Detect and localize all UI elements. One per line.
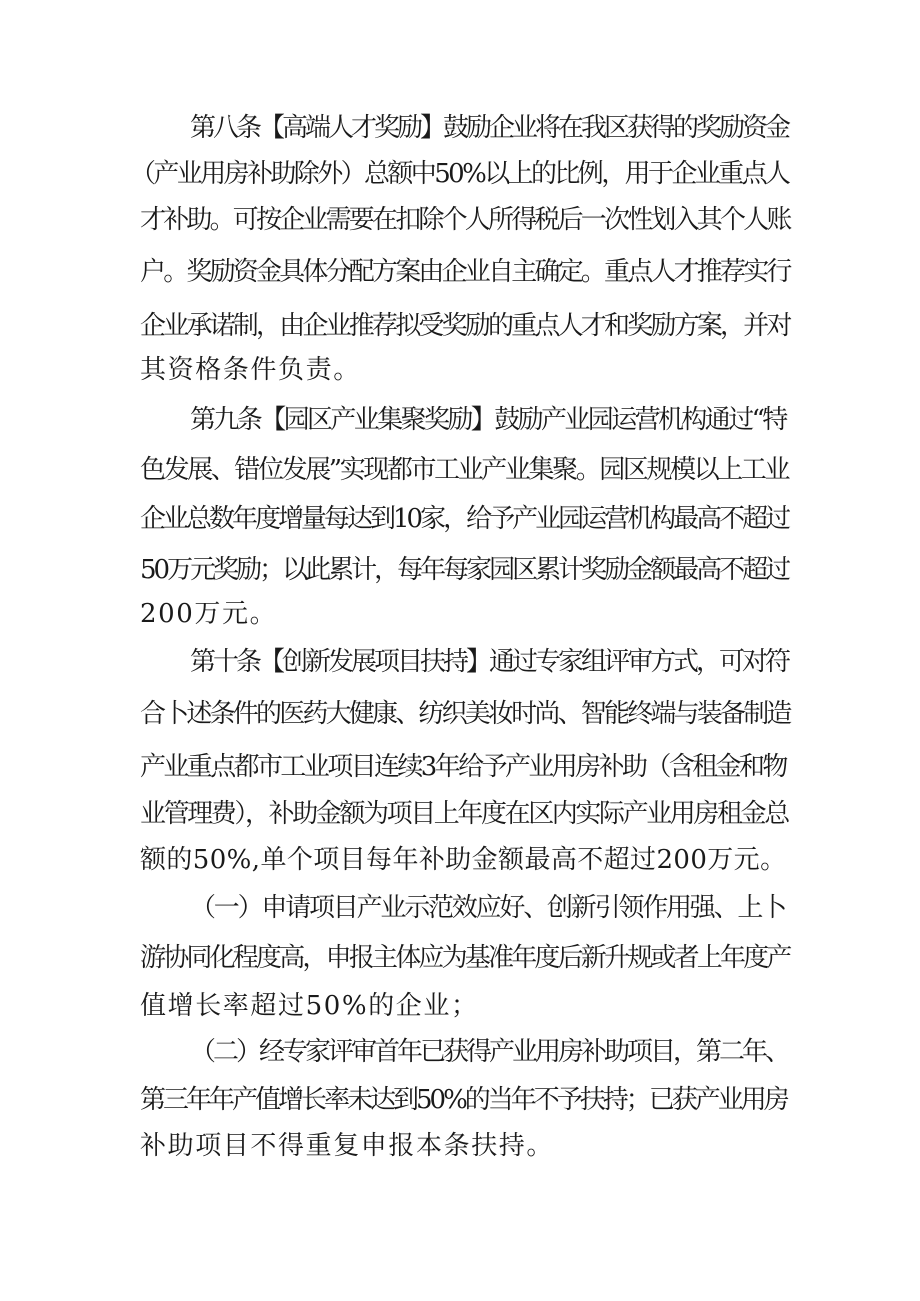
text-line bbox=[0, 398, 920, 442]
line-text: 合卜述条件的医药大健康、纺织美妆时尚、智能终端与装备制造 bbox=[140, 699, 790, 729]
line-text: 第八条【高端人才奖励】鼓励企业将在我区获得的奖励资金 bbox=[190, 113, 789, 143]
line-text: 企业总数年度增量每达到10家，给予产业园运营机构最高不超过 bbox=[140, 504, 789, 534]
line-text: （一）申请项目产业示范效应好、创新引领作用强、上卜 bbox=[190, 893, 786, 923]
line-text: 第九条【园区产业集聚奖励】鼓励产业园运营机构通过“特 bbox=[190, 405, 786, 435]
line-text: 色发展、错位发展”实现都市工业产业集聚。园区规模以上工业 bbox=[140, 455, 789, 485]
text-line bbox=[0, 348, 920, 392]
text-line bbox=[0, 745, 920, 789]
text-line bbox=[0, 250, 920, 294]
text-line bbox=[0, 936, 920, 980]
text-line bbox=[0, 886, 920, 930]
text-line bbox=[0, 1030, 920, 1074]
line-text: 游协同化程度高，申报主体应为基准年度后新升规或者上年度产 bbox=[140, 943, 790, 973]
text-line bbox=[0, 592, 920, 636]
line-text: 第十条【创新发展项目扶持】通过专家组评审方式，可对符 bbox=[190, 647, 789, 677]
text-line bbox=[0, 548, 920, 592]
line-text: 补助项目不得重复申报本条扶持。 bbox=[140, 1131, 555, 1161]
line-text: 其资格条件负责。 bbox=[140, 355, 361, 385]
text-line bbox=[0, 792, 920, 836]
line-text: 50万元奖励；以此累计，每年每家园区累计奖励金额最高不超过 bbox=[140, 555, 789, 585]
text-line bbox=[0, 640, 920, 684]
text-line bbox=[0, 106, 920, 150]
text-line bbox=[0, 1078, 920, 1122]
text-line bbox=[0, 448, 920, 492]
line-text: （产业用房补助除外）总额中50%以上的比例，用于企业重点人 bbox=[130, 159, 789, 189]
line-text: 值增长率超过50%的企业； bbox=[140, 991, 479, 1021]
line-text: 才补助。可按企业需要在扣除个人所得税后一次性划入其个人账 bbox=[140, 205, 790, 235]
text-line bbox=[0, 984, 920, 1028]
text-line bbox=[0, 152, 920, 196]
line-text: 户。奖励资金具体分配方案由企业自主确定。重点人才推荐实行 bbox=[140, 257, 790, 287]
text-line bbox=[0, 497, 920, 541]
text-line bbox=[0, 692, 920, 736]
text-line bbox=[0, 1124, 920, 1168]
line-text: 产业重点都市工业项目连续3年给予产业用房补助（含租金和物 bbox=[140, 752, 786, 782]
line-text: 第三年年产值增长率未达到50%的当年不予扶持；已获产业用房 bbox=[140, 1085, 787, 1115]
line-text: 额的50%,单个项目每年补助金额最高不超过200万元。 bbox=[140, 845, 787, 875]
text-line bbox=[0, 198, 920, 242]
line-text: 业管理费），补助金额为项目上年度在区内实际产业用房租金总 bbox=[140, 799, 788, 829]
line-text: 企业承诺制，由企业推荐拟受奖励的重点人才和奖励方案，并对 bbox=[140, 311, 790, 341]
text-line bbox=[0, 304, 920, 348]
line-text: （二）经专家评审首年已获得产业用房补助项目，第二年、 bbox=[190, 1037, 789, 1067]
text-line bbox=[0, 838, 920, 882]
line-text: 200万元。 bbox=[140, 599, 278, 629]
